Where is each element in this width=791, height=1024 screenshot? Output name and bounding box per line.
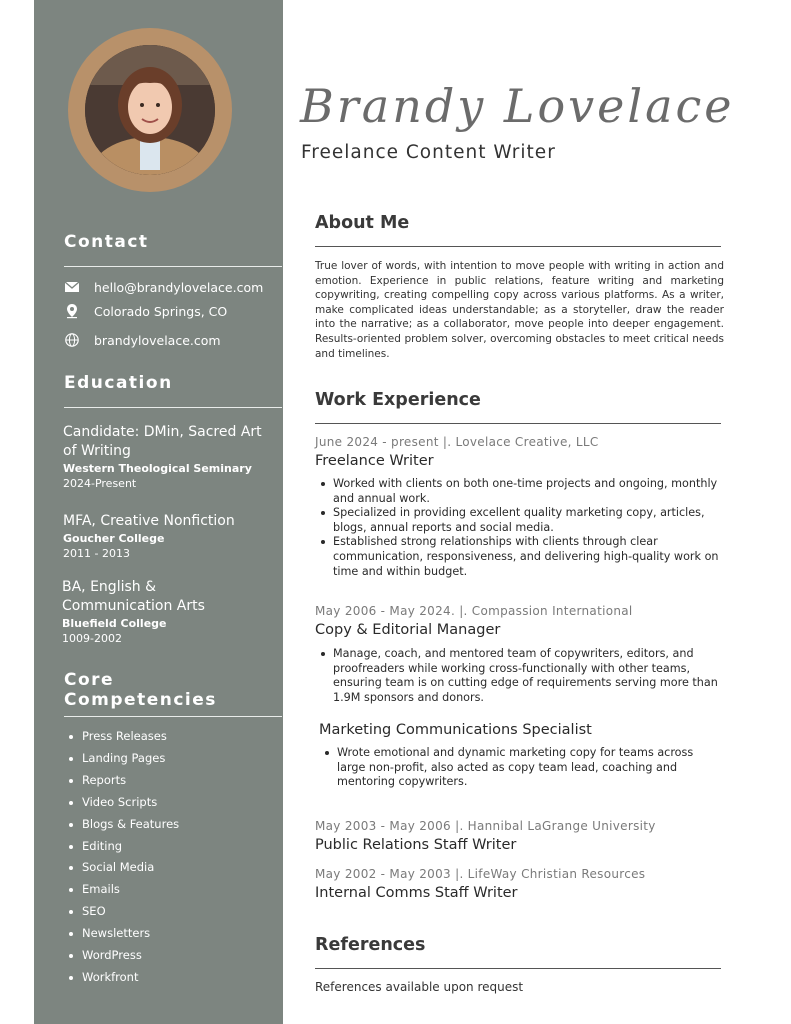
education-divider bbox=[64, 407, 282, 408]
mail-icon bbox=[64, 279, 80, 295]
list-item: Social Media bbox=[82, 857, 179, 879]
job-bullets bbox=[333, 477, 725, 579]
job-bullets bbox=[333, 647, 725, 705]
job-role: Freelance Writer bbox=[315, 453, 434, 469]
list-item: SEO bbox=[82, 901, 179, 923]
references-heading: References bbox=[315, 935, 426, 955]
sidebar bbox=[34, 0, 283, 1024]
competencies-heading-line1: Core bbox=[64, 670, 115, 690]
list-item: Landing Pages bbox=[82, 748, 179, 770]
location-text: Colorado Springs, CO bbox=[94, 303, 228, 319]
list-item: Emails bbox=[82, 879, 179, 901]
contact-email[interactable] bbox=[64, 279, 263, 295]
education-school: Bluefield College bbox=[62, 617, 167, 630]
list-item: Press Releases bbox=[82, 726, 179, 748]
list-item: Reports bbox=[82, 770, 179, 792]
person-name: Brandy Lovelace bbox=[300, 79, 735, 133]
list-item: Wrote emotional and dynamic marketing copy for teams across large non-profit, also acted as copy team lead, coaching and mentoring copywriters. bbox=[337, 746, 707, 790]
job-title: Freelance Content Writer bbox=[301, 142, 556, 163]
education-item bbox=[63, 423, 278, 492]
education-school: Goucher College bbox=[63, 532, 165, 545]
education-degree: BA, English & Communication Arts bbox=[62, 579, 205, 614]
education-item bbox=[62, 578, 227, 647]
website-text: brandylovelace.com bbox=[94, 332, 221, 348]
email-text: hello@brandylovelace.com bbox=[94, 279, 264, 295]
about-heading: About Me bbox=[315, 213, 410, 233]
competencies-heading-line2: Competencies bbox=[64, 690, 217, 710]
job-role: Copy & Editorial Manager bbox=[315, 622, 501, 638]
globe-icon bbox=[64, 332, 80, 348]
job-role: Internal Comms Staff Writer bbox=[315, 885, 518, 901]
job-date: May 2002 - May 2003 |. LifeWay Christian Resources bbox=[315, 867, 646, 881]
education-years: 1009-2002 bbox=[62, 632, 122, 645]
list-item: Manage, coach, and mentored team of copywriters, editors, and proofreaders while working cross-functionally with other teams, ensuring team is on cutting edge of requirements serving more than 1.9M sponsors and donors. bbox=[333, 647, 725, 705]
portrait-illustration bbox=[85, 45, 215, 175]
contact-website[interactable] bbox=[64, 332, 221, 348]
references-text: References available upon request bbox=[315, 980, 524, 994]
contact-heading: Contact bbox=[64, 232, 149, 252]
competencies-heading bbox=[64, 670, 217, 710]
list-item: Established strong relationships with clients through clear communication, responsiveness, and delivering high-quality work on time and within budget. bbox=[333, 535, 725, 579]
education-degree: Candidate: DMin, Sacred Art of Writing bbox=[63, 424, 262, 459]
education-school: Western Theological Seminary bbox=[63, 462, 252, 475]
list-item: Video Scripts bbox=[82, 792, 179, 814]
references-divider bbox=[315, 968, 721, 969]
education-degree: MFA, Creative Nonfiction bbox=[63, 513, 235, 529]
list-item: Newsletters bbox=[82, 923, 179, 945]
contact-divider bbox=[64, 266, 282, 267]
work-heading: Work Experience bbox=[315, 390, 481, 410]
list-item: Specialized in providing excellent quality marketing copy, articles, blogs, annual reports and social media. bbox=[333, 506, 725, 535]
job-role: Public Relations Staff Writer bbox=[315, 837, 517, 853]
job-date: May 2006 - May 2024. |. Compassion International bbox=[315, 604, 633, 618]
about-divider bbox=[315, 246, 721, 247]
work-divider bbox=[315, 423, 721, 424]
list-item: Workfront bbox=[82, 967, 179, 989]
education-item bbox=[63, 512, 278, 562]
profile-photo bbox=[85, 45, 215, 175]
map-pin-icon bbox=[64, 303, 80, 319]
education-years: 2024-Present bbox=[63, 477, 137, 490]
education-years: 2011 - 2013 bbox=[63, 547, 130, 560]
contact-location bbox=[64, 303, 227, 319]
competencies-divider bbox=[64, 716, 282, 717]
about-text: True lover of words, with intention to move people with writing in action and emotion. Experience in public relations, feature writing and marketing copywriting, creating compelling copy across various platforms. As a writer, make complicated ideas understandable; as a storyteller, draw the reader into the narrative; as a collaborator, move people into deeper engagement. Results-oriented problem solver, overcoming obstacles to meet critical needs and timelines. bbox=[315, 260, 724, 360]
list-item: Editing bbox=[82, 836, 179, 858]
competencies-list bbox=[82, 726, 179, 989]
education-heading: Education bbox=[64, 373, 173, 393]
list-item: WordPress bbox=[82, 945, 179, 967]
list-item: Worked with clients on both one-time projects and ongoing, monthly and annual work. bbox=[333, 477, 725, 506]
job-date: May 2003 - May 2006 |. Hannibal LaGrange University bbox=[315, 819, 656, 833]
profile-photo-ring bbox=[68, 28, 232, 192]
job-role: Marketing Communications Specialist bbox=[319, 722, 592, 738]
list-item: Blogs & Features bbox=[82, 814, 179, 836]
job-bullets bbox=[337, 746, 707, 790]
job-date: June 2024 - present |. Lovelace Creative, LLC bbox=[315, 435, 599, 449]
